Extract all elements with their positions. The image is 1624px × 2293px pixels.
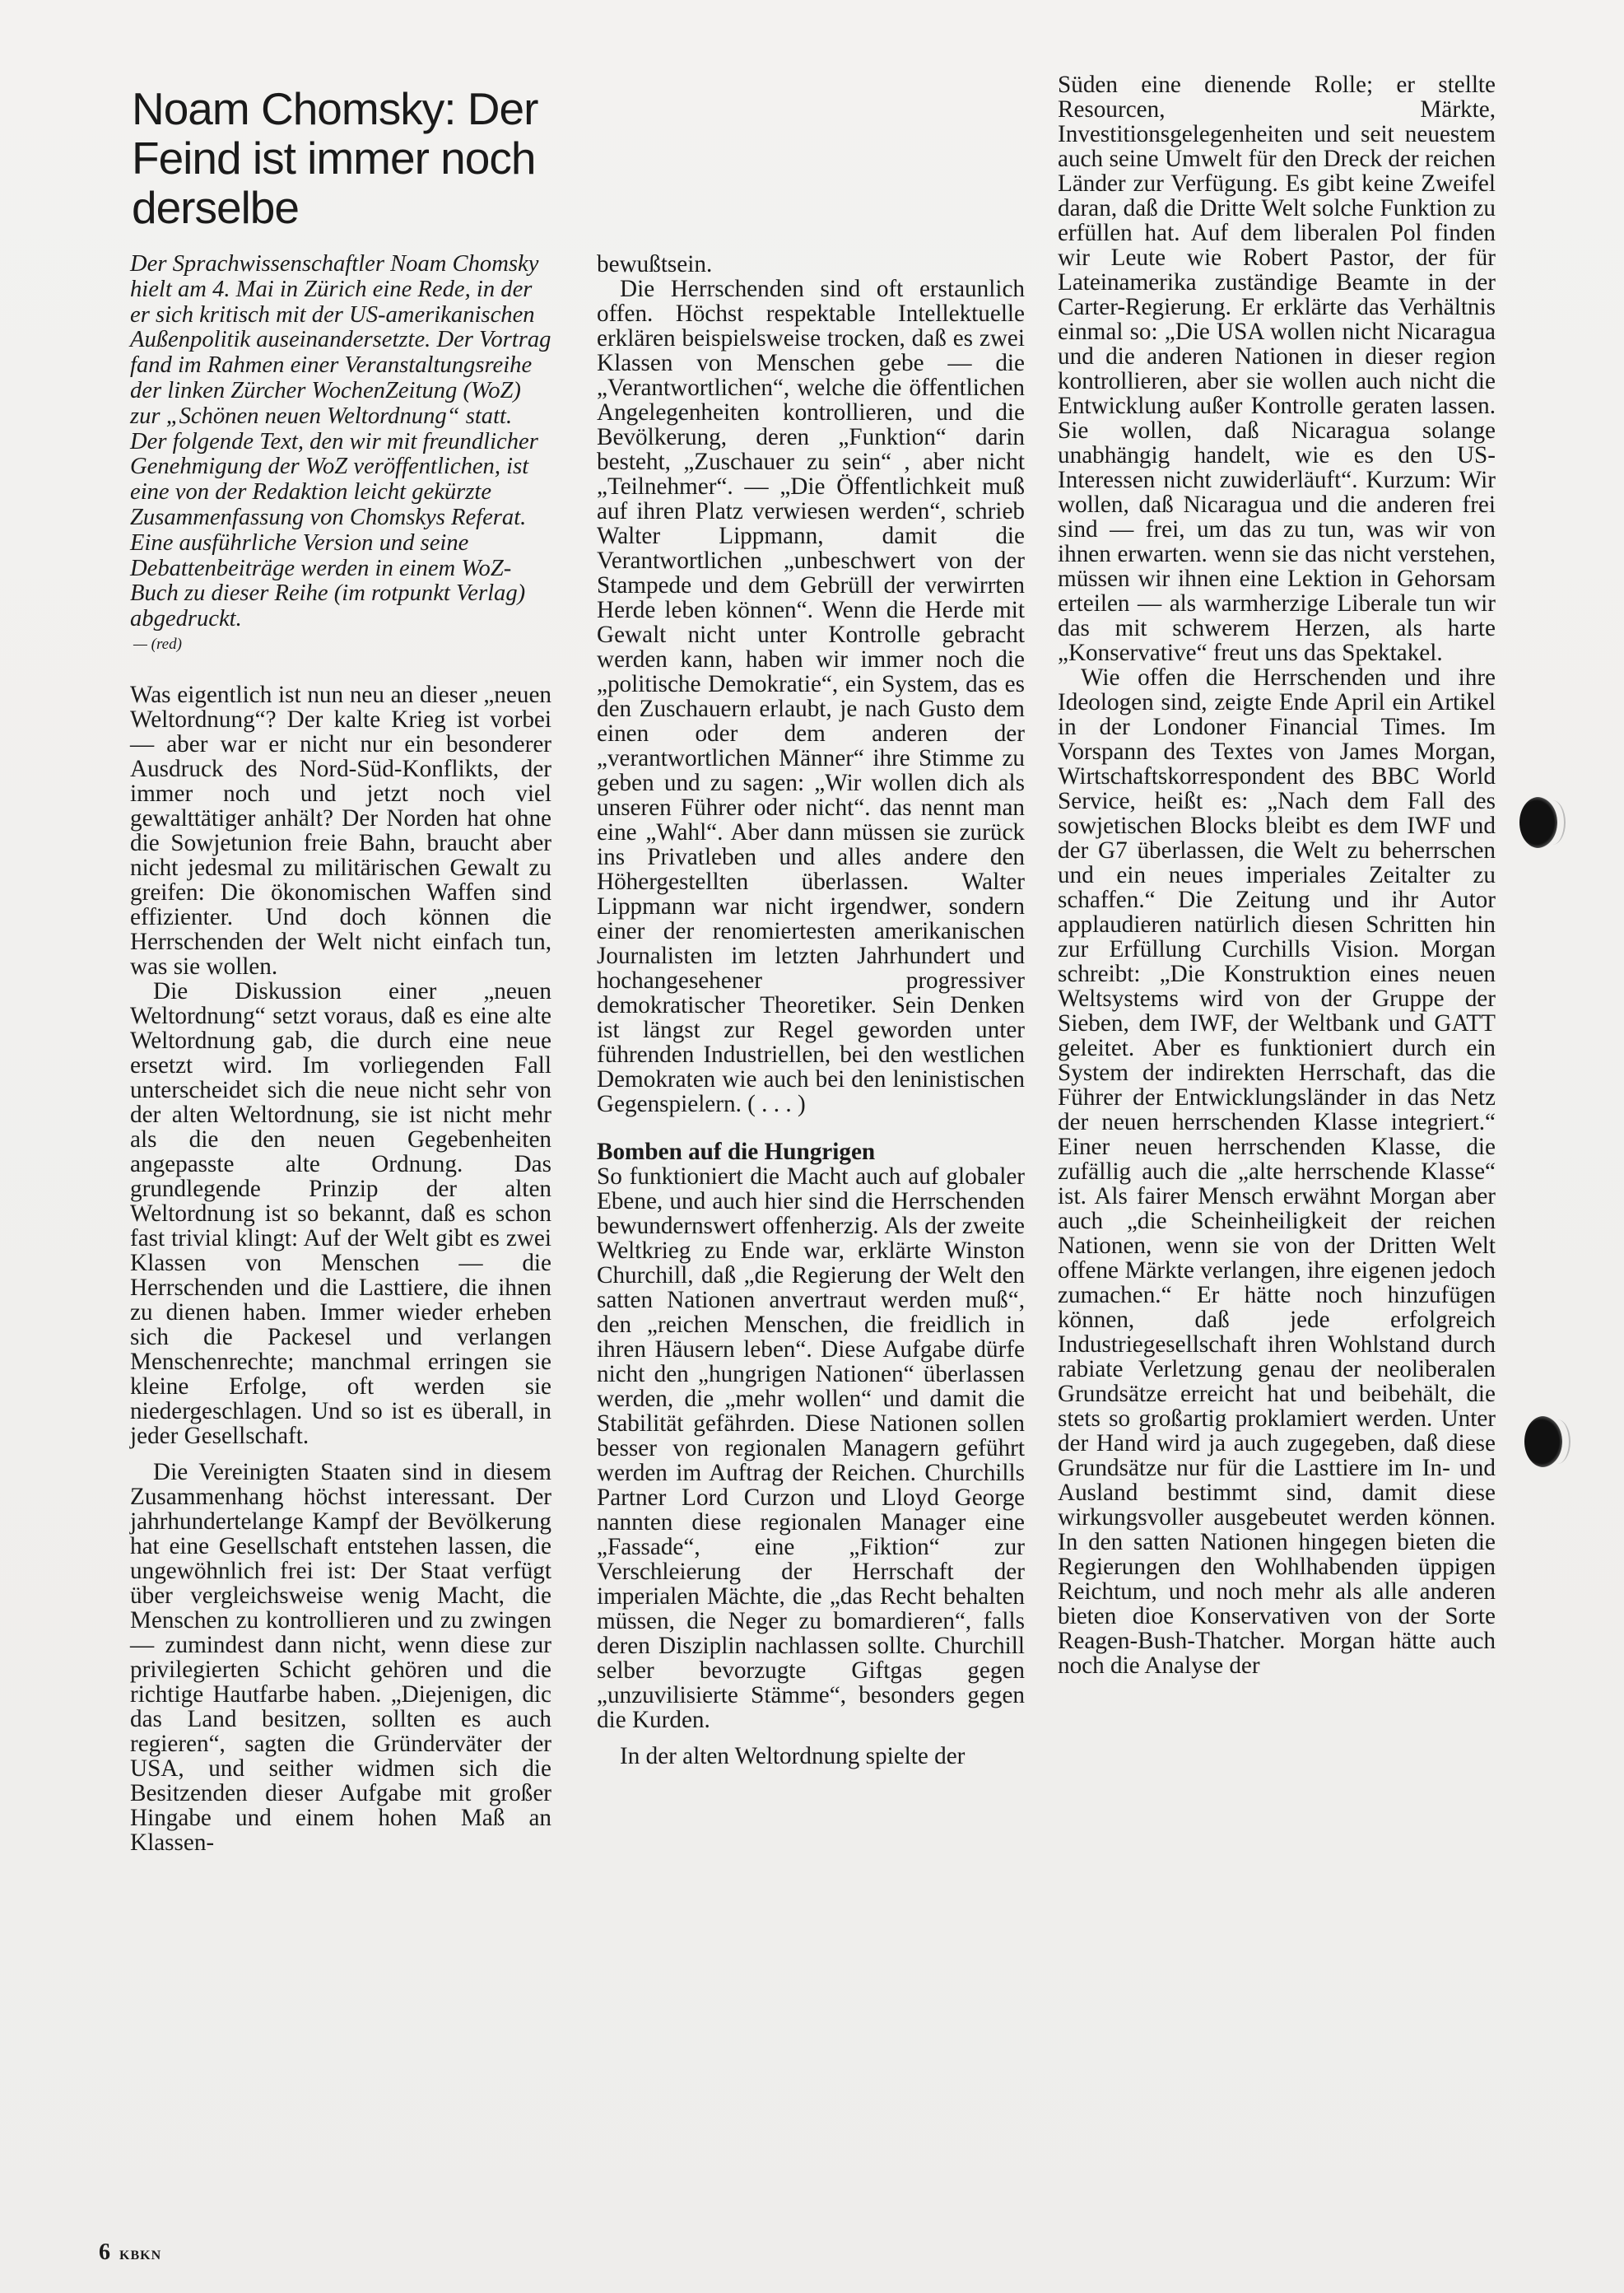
intro-credit: — (red) [133,635,182,653]
body-paragraph: In der alten Weltordnung spielte der [620,1743,966,1769]
magazine-name: KBKN [119,2249,162,2263]
body-paragraph: So funktioniert die Macht auch auf globaler Ebene, und auch hier sind die Herrschenden bewundernswert offenherzig. Als der zweite Weltkrieg zu Ende war, erklärte Winston Churchill, daß „die Regierung der Welt den satten Nationen anvertraut werden muß“, den „reichen Menschen, die freidlich in ihren Häusern leben“. Diese Aufgabe dürfe nicht den „hungrigen Nationen“ überlassen werden, die „mehr wollen“ und damit die Stabilität gefährden. Diese Nationen sollen besser von regionalen Managern geführt werden im Auftrag der Reichen. Churchills Partner Lord Curzon und Lloyd George nannten diese regionalen Manager eine „Fassade“, eine „Fiktion“ zur Verschleierung der Herrschaft der imperialen Mächte, die „das Recht behalten müssen, die Neger zu bomardieren“, falls deren Disziplin nachlassen sollte. Churchill selber bevorzugte Giftgas gegen „unzuvilisierte Stämme“, besonders gegen die Kurden. [597,1163,1025,1733]
page-number: 6 [99,2239,110,2265]
body-paragraph: bewußtsein. [597,251,713,277]
body-paragraph: Die Vereinigten Staaten sind in diesem Zusammenhang höchst interessant. Der jahrhundertelange Kampf der Bevölkerung hat eine Gesellschaft entstehen lassen, die ungewöhnlich frei ist: Der Staat verfügt über vergleichsweise wenig Macht, die Menschen zu kontrollieren und zu zwingen — zumindest dann nicht, wenn diese zur privilegierten Schicht gehören und die richtige Hautfarbe haben. „Diejenigen, dic das Land besitzen, sollten es auch regieren“, sagten die Gründerväter der USA, und seither widmen sich die Besitzenden dieser Aufgabe mit großer Hingabe und einem hohen Maß an Klassen- [130,1458,551,1856]
column-3 [1058,72,1496,1678]
section-subheading: Bomben auf die Hungrigen [597,1139,876,1165]
page-footer [99,2239,161,2266]
intro-text: Der Sprachwissenschaftler Noam Chomsky hielt am 4. Mai in Zürich eine Rede, in der er sich kritisch mit der US-amerikanischen Außenpolitik auseinandersetzte. Der Vortrag fand im Rahmen einer Veranstaltungsreihe der linken Zürcher WochenZeitung (WoZ) zur „Schönen neuen Weltordnung“ statt. Der folgende Text, den wir mit freundlicher Genehmigung der WoZ veröffentlichen, ist eine von der Redaktion leicht gekürzte Zusammenfassung von Chomskys Referat. Eine ausführliche Version und seine Debattenbeiträge werden in einem WoZ-Buch zu dieser Reihe (im rotpunkt Verlag) abgedruckt. [130,251,551,632]
article-title: Noam Chomsky: Der Feind ist immer noch derselbe [132,83,538,233]
intro-paragraph [130,252,551,658]
body-paragraph: Die Herrschenden sind oft erstaunlich offen. Höchst respektable Intellektuelle erklären beispielsweise trocken, daß es zwei Klassen von Menschen gebe — die „Verantwortlichen“, welche die öffentlichen Angelegenheiten kontrollieren, und die Bevölkerung, deren „Funktion“ darin besteht, „Zuschauer zu sein“ , aber nicht „Teilnehmer“. — „Die Öffentlichkeit muß auf ihren Platz verwiesen werden“, schrieb Walter Lippmann, damit die Verantwortlichen „unbeschwert von der Stampede und dem Gebrüll der verwirrten Herde leben können“. Wenn die Herde mit Gewalt nicht unter Kontrolle gebracht werden kann, haben wir immer noch die „politische Demokratie“, ein System, das es den Zuschauern erlaubt, je nach Gusto dem einen oder dem anderen der „verantwortlichen Männer“ ihre Stimme zu geben und zu sagen: „Wir wollen dich als unseren Führer oder nicht“. das nennt man eine „Wahl“. Aber dann müssen sie zurück ins Privatleben und alles andere den Höhergestellten überlassen. Walter Lippmann war nicht irgendwer, sondern einer der renomiertesten amerikanischen Journalisten im letzten Jahrhundert und hochangesehener progressiver demokratischer Theoretiker. Sein Denken ist längst zur Regel geworden unter führenden Industriellen, bei den westlichen Demokraten wie auch bei den leninistischen Gegenspielern. ( . . . ) [597,276,1025,1117]
body-paragraph: Die Diskussion einer „neuen Weltordnung“ setzt voraus, daß es eine alte Weltordnung gab, die durch eine neue ersetzt wird. Im vorliegenden Fall unterscheidet sich die neue nicht sehr von der alten Weltordnung, sie ist nicht mehr als die den neuen Gegebenheiten angepasste alte Ordnung. Das grundlegende Prinzip der alten Weltordnung ist so bekannt, daß es schon fast trivial klingt: Auf der Welt gibt es zwei Klassen von Menschen — die Herrschenden und die Lasttiere, die ihnen zu dienen haben. Immer wieder erheben sich die Packesel und verlangen Menschenrechte; manchmal erringen sie kleine Erfolge, oft werden sie niedergeschlagen. Und so ist es überall, in jeder Gesellschaft. [130,977,551,1449]
column-2 [597,252,1025,1769]
punch-hole [1519,797,1557,848]
body-paragraph: Süden eine dienende Rolle; er stellte Resourcen, Märkte, Investitionsgelegenheiten und seit neuestem auch seine Umwelt für den Dreck der reichen Länder zur Verfügung. Es gibt keine Zweifel daran, daß die Dritte Welt solche Funktion zu erfüllen hat. Auf dem liberalen Pol finden wir Leute wie Robert Pastor, der für Lateinamerika zuständige Beamte in der Carter-Regierung. Er erklärte das Verhältnis einmal so: „Die USA wollen nicht Nicaragua und die anderen Nationen in dieser region kontrollieren, aber sie wollen auch nicht die Entwicklung außer Kontrolle geraten lassen. Sie wollen, daß Nicaragua solange unabhängig handelt, wie es den US-Interessen nicht zuwiderläuft“. Kurzum: Wir wollen, daß Nicaragua und die anderen frei sind — frei, um das zu tun, was wir von ihnen erwarten. wenn sie das nicht verstehen, müssen wir ihnen eine Lektion in Gehorsam erteilen — als warmherzige Liberale tun wir das mit schwerem Herzen, als harte „Konservative“ freut uns das Spektakel. [1058,72,1496,666]
body-paragraph: Was eigentlich ist nun neu an dieser „neuen Weltordnung“? Der kalte Krieg ist vorbei — aber war er nicht nur ein besonderer Ausdruck des Nord-Süd-Konflikts, der immer noch und jetzt noch viel gewalttätiger anhält? Der Norden hat ohne die Sowjetunion freie Bahn, braucht aber nicht jedesmal zu militärischen Gewalt zu greifen: Die ökonomischen Waffen sind effizienter. Und doch können die Herrschenden der Welt nicht einfach tun, was sie wollen. [130,681,551,980]
punch-hole [1524,1416,1562,1467]
body-paragraph: Wie offen die Herrschenden und ihre Ideologen sind, zeigte Ende April ein Artikel in der Londoner Financial Times. Im Vorspann des Textes von James Morgan, Wirtschaftskorrespondent des BBC World Service, heißt es: „Nach dem Fall des sowjetischen Blocks bleibt es dem IWF und der G7 überlassen, die Welt zu beherrschen und ein neues imperiales Zeitalter zu schaffen.“ Die Zeitung und ihr Autor applaudieren natürlich diesen Schritten hin zur Erfüllung Curchills Vision. Morgan schreibt: „Die Konstruktion eines neuen Weltsystems wird von der Gruppe der Sieben, dem IWF, der Weltbank und GATT geleitet. Aber es funktioniert durch ein System der indirekten Herrschaft, das die Führer der Entwicklungsländer in das Netz der neuen herrschenden Klasse integriert.“ Einer neuen herrschenden Klasse, die zufällig auch die „alte herrschende Klasse“ ist. Als fairer Mensch erwähnt Morgan aber auch „die Scheinheiligkeit der reichen Nationen, wenn sie von der Dritten Welt offene Märkte verlangen, ihre eigenen jedoch zumachen.“ Er hätte noch hinzufügen können, daß jede erfolgreich Industriegesellschaft ihren Wohlstand durch rabiate Verletzung genau der neoliberalen Grundsätze erreicht hat und beibehält, die stets so großartig proklamiert werden. Unter der Hand wird ja auch zugegeben, daß diese Grundsätze nur für die Lasttiere im In- und Ausland bestimmt sind, damit diese wirkungsvoller ausgebeutet werden können. In den satten Nationen hingegen bieten die Regierungen den Wohlhabenden üppigen Reichtum, und noch mehr als alle anderen bieten dioe Konservativen von der Sorte Reagen-Bush-Thatcher. Morgan hätte auch noch die Analyse der [1058,664,1496,1679]
column-1 [130,252,551,1855]
